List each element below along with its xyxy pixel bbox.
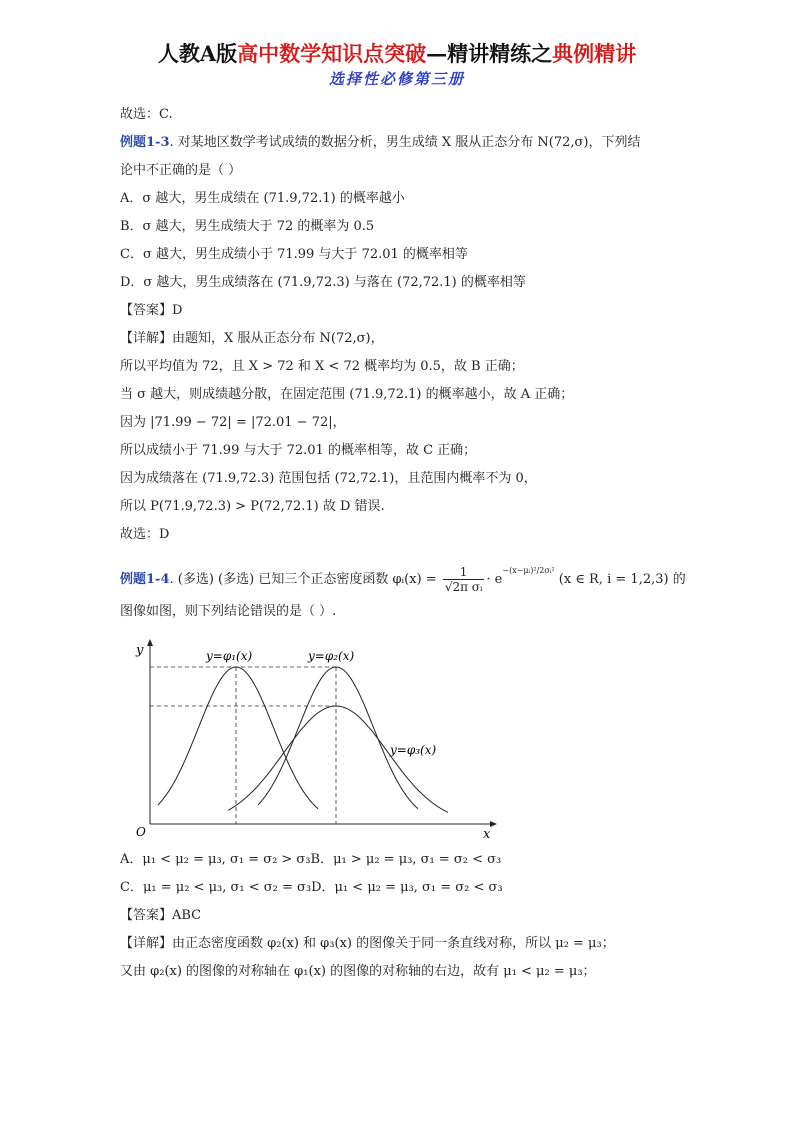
option-c: C．σ 越大，男生成绩小于 71.99 与大于 72.01 的概率相等 [120,247,468,262]
document-body [120,101,686,986]
detail-line: 又由 φ₂(x) 的图像的对称轴在 φ₁(x) 的图像的对称轴的右边，故有 μ₁ < μ₂ = μ₃； [120,964,596,979]
detail-line: 所以 P(71.9,72.3) > P(72,72.1) 故 D 错误. [120,499,385,514]
x-axis-label: x [483,827,491,838]
option-a: A．σ 越大，男生成绩在 (71.9,72.1) 的概率越小 [120,191,405,206]
origin-label: O [136,825,146,838]
title-main: 高中数学知识点突破 [237,41,427,66]
example-text: (x ∈ R, i = 1,2,3) 的 [558,572,686,587]
curve-label-phi1: y=φ₁(x) [206,649,253,663]
prev-answer: 故选：C. [120,107,173,122]
y-axis-arrow-icon [147,639,153,646]
normal-curves-svg [128,638,498,838]
detail-line: 所以成绩小于 71.99 与大于 72.01 的概率相等，故 C 正确； [120,443,477,458]
detail-line: 当 σ 越大，则成绩越分散，在固定范围 (71.9,72.1) 的概率越小，故 A 正确； [120,387,574,402]
example-label: 例题1-3 [120,135,170,150]
title-middle: —精讲精练之 [426,41,553,66]
normal-curves-figure [128,638,498,838]
page-header [0,40,794,90]
detail-line: 【详解】由题知，X 服从正态分布 N(72,σ)， [120,331,384,346]
example-1-3-stem-cont: 论中不正确的是（ ） [120,163,242,178]
header-subtitle: 选择性必修第三册 [328,70,465,88]
option-ab: A．μ₁ < μ₂ = μ₃, σ₁ = σ₂ > σ₃B．μ₁ > μ₂ = μ₃, σ₁ = σ₂ < σ₃ [120,852,502,867]
detail-line: 因为 |71.99 − 72| = |72.01 − 72|， [120,415,346,430]
option-cd: C．μ₁ = μ₂ < μ₃, σ₁ < σ₂ = σ₃D．μ₁ < μ₂ = μ₃, σ₁ = σ₂ < σ₃ [120,880,503,895]
header-title [0,40,794,68]
option-b: B．σ 越大，男生成绩大于 72 的概率为 0.5 [120,219,375,234]
example-1-4-stem [120,553,686,598]
exponent: −(x−μᵢ)²/2σᵢ² [502,566,555,575]
detail-line: 【详解】由正态密度函数 φ₂(x) 和 φ₃(x) 的图像关于同一条直线对称，所以 μ₂ = μ₃； [120,936,615,951]
curve-phi3 [228,706,448,812]
curve-label-phi2: y=φ₂(x) [308,649,355,663]
example-1-4-stem-cont: 图像如图，则下列结论错误的是（ ）. [120,604,337,619]
title-publisher: 人教A版 [157,41,238,66]
option-d: D．σ 越大，男生成绩落在 (71.9,72.3) 与落在 (72,72.1) 的概率相等 [120,275,526,290]
x-axis-arrow-icon [490,821,497,827]
curve-phi2 [258,667,418,809]
y-axis-label: y [136,643,144,658]
example-1-3-stem [120,129,680,157]
example-text: . (多选) (多选) 已知三个正态密度函数 φᵢ(x) = [169,572,437,587]
fraction [443,565,485,594]
curve-label-phi3: y=φ₃(x) [390,743,437,757]
example-text: . 对某地区数学考试成绩的数据分析，男生成绩 X 服从正态分布 N(72,σ)，下列结 [169,135,641,150]
title-tail: 典例精讲 [552,41,637,66]
fraction-numerator: 1 [443,565,485,580]
answer-1-4: 【答案】ABC [120,908,202,923]
example-text: · e [486,572,503,587]
detail-line: 所以平均值为 72，且 X > 72 和 X < 72 概率均为 0.5，故 B 正确； [120,359,524,374]
answer-1-3: 【答案】D [120,303,183,318]
fraction-denominator: √2π σᵢ [444,580,483,594]
detail-line: 因为成绩落在 (71.9,72.3) 范围包括 (72,72.1)，且范围内概率不为 0， [120,471,537,486]
example-label: 例题1-4 [120,572,170,587]
detail-line: 故选：D [120,527,170,542]
